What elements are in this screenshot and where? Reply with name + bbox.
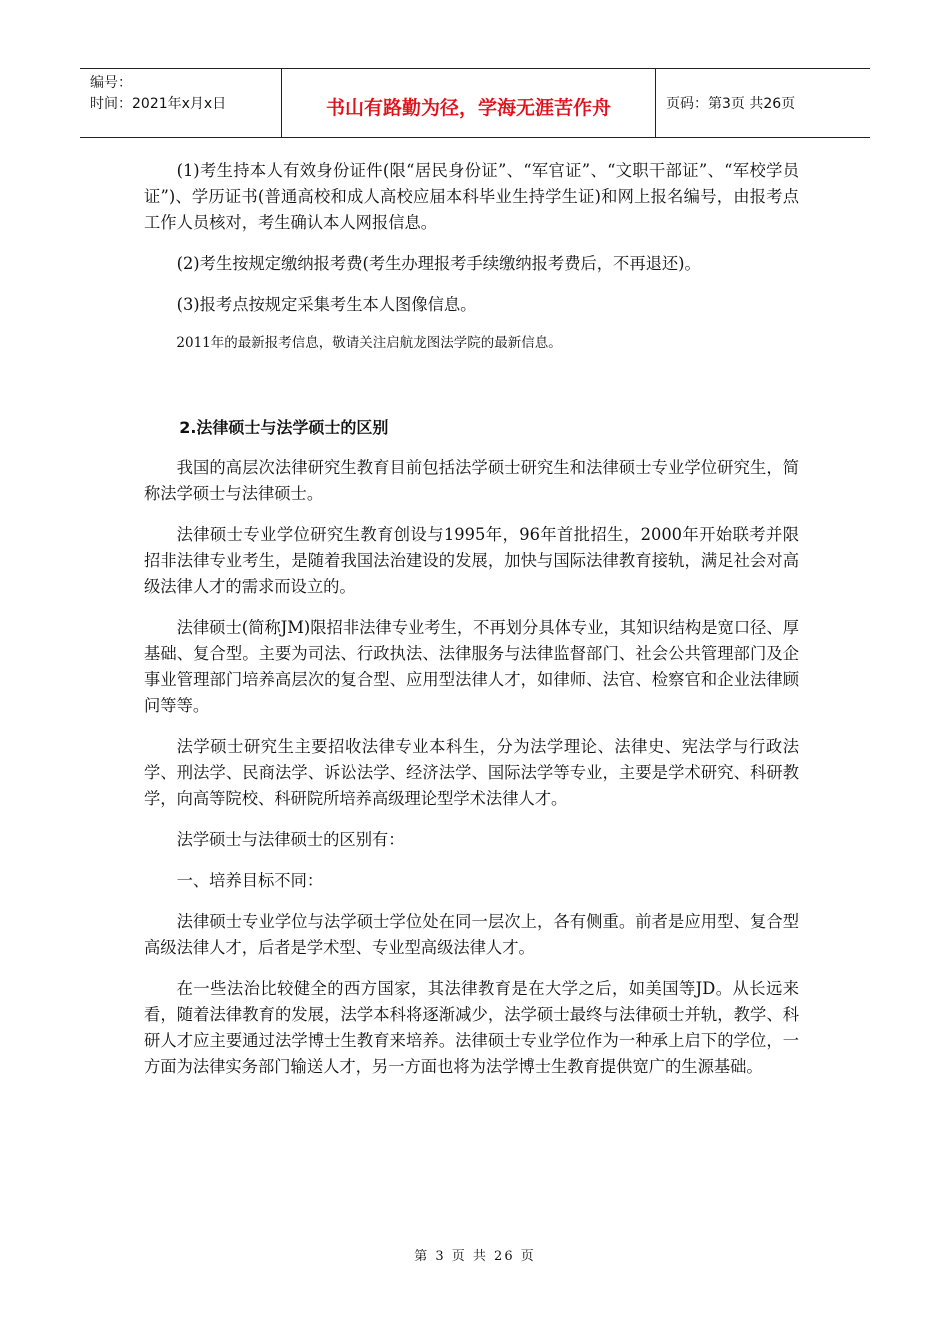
document-number-label: 编号： [90,75,132,91]
header-page-info: 页码：第3页 共26页 [666,96,796,112]
section-heading: 2.法律硕士与法学硕士的区别 [179,418,389,437]
page-header [80,68,870,138]
paragraph-photo: (3)报考点按规定采集考生本人图像信息。 [176,295,477,314]
document-date: 时间：2021年x月x日 [90,96,227,112]
paragraph-notice: 2011年的最新报考信息，敬请关注启航龙图法学院的最新信息。 [176,335,562,351]
paragraph-fee: (2)考生按规定缴纳报考费(考生办理报考手续缴纳报考费后，不再退还)。 [176,254,701,273]
paragraph-point-one: 一、培养目标不同： [176,871,324,890]
paragraph-differences: 法学硕士与法律硕士的区别有： [176,830,405,849]
paragraph-western: 在一些法治比较健全的西方国家，其法律教育是在大学之后，如美国等JD。从长远来看，随着法律教育的发展，法学本科将逐渐减少，法学硕士最终与法律硕士并轨，教学、科研人才应主要通过法学博士生教育来培养。法律硕士专业学位作为一种承上启下的学位，一方面为法律实务部门输送人才，另一方面也将为法学博士生教育提供宽广的生源基础。 [144,979,799,1076]
page-footer: 第 3 页 共 26 页 [414,1249,536,1264]
header-motto: 书山有路勤为径，学海无涯苦作舟 [282,69,656,137]
paragraph-goals: 法律硕士专业学位与法学硕士学位处在同一层次上，各有侧重。前者是应用型、复合型高级法律人才，后者是学术型、专业型高级法律人才。 [144,912,799,957]
paragraph-id-documents: (1)考生持本人有效身份证件(限“居民身份证”、“军官证”、“文职干部证”、“军校学员证”)、学历证书(普通高校和成人高校应届本科毕业生持学生证)和网上报名编号，由报考点工作人员核对，考生确认本人网报信息。 [144,161,799,232]
paragraph-jm: 法律硕士(简称JM)限招非法律专业考生，不再划分具体专业，其知识结构是宽口径、厚基础、复合型。主要为司法、行政执法、法律服务与法律监督部门、社会公共管理部门及企事业管理部门培养高层次的复合型、应用型法律人才，如律师、法官、检察官和企业法律顾问等等。 [144,618,799,715]
paragraph-history: 法律硕士专业学位研究生教育创设与1995年，96年首批招生，2000年开始联考并限招非法律专业考生，是随着我国法治建设的发展，加快与国际法律教育接轨，满足社会对高级法律人才的需求而设立的。 [144,525,799,596]
paragraph-intro: 我国的高层次法律研究生教育目前包括法学硕士研究生和法律硕士专业学位研究生，简称法学硕士与法律硕士。 [144,458,799,503]
header-left-cell [80,69,282,137]
paragraph-llm: 法学硕士研究生主要招收法律专业本科生，分为法学理论、法律史、宪法学与行政法学、刑法学、民商法学、诉讼法学、经济法学、国际法学等专业，主要是学术研究、科研教学，向高等院校、科研院所培养高级理论型学术法律人才。 [144,737,799,808]
document-body [144,158,799,1095]
